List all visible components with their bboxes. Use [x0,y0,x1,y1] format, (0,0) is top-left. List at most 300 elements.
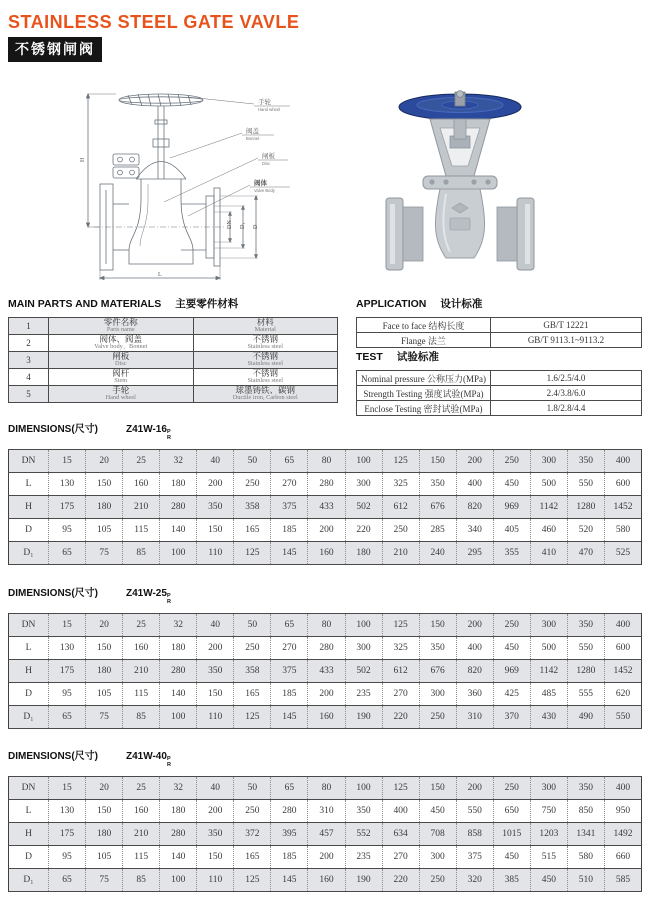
table-cell: 372 [234,822,271,845]
drawing-dimension-letters [80,157,259,278]
table-cell: 285 [419,518,456,541]
table-cell: 270 [271,636,308,659]
table-cell: 600 [604,472,641,495]
table-cell: 485 [530,682,567,705]
table-cell: 250 [419,868,456,891]
table-cell: 160 [308,868,345,891]
table-cell: 95 [49,682,86,705]
table-cell: 220 [345,518,382,541]
table-row [9,776,642,799]
table-cell: 150 [419,776,456,799]
table-cell: 95 [49,845,86,868]
table-cell: 325 [382,472,419,495]
table-cell: 零件名称 Parts name [49,318,194,335]
table-cell: 145 [271,705,308,728]
table-cell: 350 [345,799,382,822]
table-cell: 425 [493,682,530,705]
table-cell: 210 [382,541,419,564]
table-cell: 350 [567,613,604,636]
table-cell: 350 [197,822,234,845]
table-cell: 65 [49,541,86,564]
table-cell: 410 [530,541,567,564]
table-row [357,333,642,348]
table-cell: 300 [419,682,456,705]
table-cell: 180 [160,799,197,822]
table-cell: 不锈钢 Stainless steel [193,335,338,352]
table-cell: 250 [234,636,271,659]
table-cell: 20 [86,776,123,799]
table-cell: 450 [493,636,530,659]
table-cell: 220 [382,705,419,728]
table-cell: 115 [123,682,160,705]
table-cell: 160 [308,541,345,564]
table-cell: 310 [308,799,345,822]
table-row [357,371,642,386]
table-row [9,369,338,386]
table-cell: 210 [123,495,160,518]
table-cell: H [9,659,49,682]
table-cell: 235 [345,845,382,868]
table-cell: 1142 [530,659,567,682]
table-cell: 520 [567,518,604,541]
table-cell: 185 [271,518,308,541]
table-cell: H [9,495,49,518]
table-row [9,799,642,822]
table-cell: 150 [86,472,123,495]
drawing-part-labels [246,97,280,193]
table-cell: 1015 [493,822,530,845]
table-cell: 858 [456,822,493,845]
table-cell: 433 [308,659,345,682]
table-row [9,636,642,659]
table-cell: 550 [567,472,604,495]
table-cell: 358 [234,495,271,518]
table-cell: 385 [493,868,530,891]
table-cell: 145 [271,868,308,891]
dimensions-table-z41w25 [8,613,642,729]
test-table [356,370,642,416]
table-cell: 580 [604,518,641,541]
table-cell: D₁ [9,868,49,891]
table-cell: Face to face 结构长度 [357,318,491,333]
table-cell: 80 [308,776,345,799]
table-cell: 612 [382,659,419,682]
table-cell: 80 [308,449,345,472]
table-cell: 95 [49,518,86,541]
dimensions-table-z41w40 [8,776,642,892]
table-cell: 1280 [567,495,604,518]
table-cell: 185 [271,682,308,705]
table-cell: DN [9,449,49,472]
table-cell: 150 [419,449,456,472]
dimensions-section-z41w25 [8,584,642,729]
table-cell: 180 [86,495,123,518]
application-heading: APPLICATION 设计标准 [356,298,483,310]
table-cell: 350 [419,472,456,495]
label-hand-wheel: 手轮 [258,99,271,106]
svg-text:Hand wheel: Hand wheel [258,107,281,112]
table-cell: 660 [604,845,641,868]
dimensions-heading: DIMENSIONS(尺寸) Z41W-16 P R [8,424,171,441]
table-row [357,386,642,401]
table-cell: 350 [567,776,604,799]
table-cell: 300 [419,845,456,868]
page-title: STAINLESS STEEL GATE VAVLE [8,12,300,32]
table-cell: 450 [493,472,530,495]
table-cell: 150 [197,682,234,705]
table-cell: 850 [567,799,604,822]
table-cell: 552 [345,822,382,845]
table-cell: 405 [493,518,530,541]
table-cell: 100 [345,776,382,799]
dim-d: D [253,224,259,229]
table-row [9,335,338,352]
table-cell: 15 [49,776,86,799]
table-cell: Strength Testing 强度试验(MPa) [357,386,491,401]
table-cell: 20 [86,613,123,636]
table-cell: 160 [308,705,345,728]
valve-photo [366,86,558,274]
table-cell: 40 [197,776,234,799]
table-cell: 634 [382,822,419,845]
table-cell: 110 [197,541,234,564]
table-cell: 676 [419,659,456,682]
table-cell: 250 [493,449,530,472]
table-cell: 1.6/2.5/4.0 [490,371,641,386]
table-cell: 1203 [530,822,567,845]
table-cell: 75 [86,868,123,891]
table-cell: 130 [49,472,86,495]
table-cell: 375 [271,659,308,682]
table-cell: 190 [345,705,382,728]
table-cell: 350 [567,449,604,472]
table-cell: 235 [345,682,382,705]
table-cell: 110 [197,868,234,891]
table-cell: 不锈钢 Stainless steel [193,369,338,386]
table-cell: 175 [49,822,86,845]
table-row [9,495,642,518]
table-cell: D [9,682,49,705]
table-cell: 1 [9,318,49,335]
svg-text:Bonnet: Bonnet [246,136,260,141]
table-cell: 50 [234,449,271,472]
table-cell: 32 [160,613,197,636]
table-cell: 457 [308,822,345,845]
table-cell: 375 [456,845,493,868]
table-cell: Nominal pressure 公称压力(MPa) [357,371,491,386]
table-cell: 200 [197,636,234,659]
table-cell: 180 [86,659,123,682]
dimensions-heading: DIMENSIONS(尺寸) Z41W-40 P R [8,751,171,768]
table-cell: 130 [49,636,86,659]
valve-technical-drawing [58,84,326,289]
table-cell: 502 [345,495,382,518]
table-cell: 165 [234,682,271,705]
table-cell: 85 [123,868,160,891]
label-disc: 闸板 [262,153,275,160]
table-row [357,318,642,333]
table-cell: 65 [271,776,308,799]
table-cell: 750 [530,799,567,822]
table-cell: 1142 [530,495,567,518]
table-cell: 250 [493,613,530,636]
table-cell: 165 [234,518,271,541]
parts-heading: MAIN PARTS AND MATERIALS 主要零件材料 [8,298,239,310]
table-cell: 125 [234,868,271,891]
table-cell: 200 [308,845,345,868]
table-cell: 280 [160,659,197,682]
table-cell: 400 [604,776,641,799]
table-cell: 969 [493,659,530,682]
table-cell: 969 [493,495,530,518]
table-cell: 115 [123,518,160,541]
table-cell: 50 [234,776,271,799]
table-cell: 1341 [567,822,604,845]
table-cell: 3 [9,352,49,369]
table-row [9,705,642,728]
table-cell: Flange 法兰 [357,333,491,348]
table-cell: 115 [123,845,160,868]
table-cell: 600 [604,636,641,659]
table-cell: 510 [567,868,604,891]
table-cell: 140 [160,845,197,868]
table-cell: 355 [493,541,530,564]
table-cell: 190 [345,868,382,891]
svg-text:Disc: Disc [262,161,271,166]
table-cell: 65 [49,868,86,891]
table-cell: GB/T 9113.1~9113.2 [490,333,641,348]
table-row [9,386,338,403]
table-cell: 75 [86,541,123,564]
table-cell: 470 [567,541,604,564]
table-cell: 125 [234,705,271,728]
table-cell: 200 [197,799,234,822]
table-cell: 1280 [567,659,604,682]
table-cell: 433 [308,495,345,518]
table-cell: 250 [493,776,530,799]
pressure-rating-suffix: P R [166,429,171,441]
table-cell: 450 [493,845,530,868]
table-cell: 100 [160,541,197,564]
table-cell: 25 [123,449,160,472]
table-cell: 180 [160,636,197,659]
table-cell: 550 [567,636,604,659]
table-cell: 200 [197,472,234,495]
table-cell: L [9,472,49,495]
table-cell: 502 [345,659,382,682]
table-cell: 145 [271,541,308,564]
table-cell: 400 [604,613,641,636]
table-cell: 15 [49,449,86,472]
dim-dn: DN [227,220,233,229]
table-cell: 材料 Material [193,318,338,335]
table-cell: 400 [456,636,493,659]
table-cell: 340 [456,518,493,541]
dimensions-section-z41w16 [8,420,642,565]
table-cell: 50 [234,613,271,636]
table-cell: 150 [86,799,123,822]
table-cell: 180 [86,822,123,845]
table-cell: D [9,845,49,868]
table-row [9,868,642,891]
application-table [356,317,642,348]
table-cell: 280 [308,472,345,495]
table-cell: 不锈钢 Stainless steel [193,352,338,369]
table-row [9,518,642,541]
table-cell: 2 [9,335,49,352]
table-cell: 555 [567,682,604,705]
table-cell: 150 [197,845,234,868]
dimensions-table-z41w16 [8,449,642,565]
table-row [9,541,642,564]
table-cell: 400 [456,472,493,495]
table-cell: D [9,518,49,541]
table-cell: 280 [160,822,197,845]
table-cell: 105 [86,845,123,868]
table-cell: 150 [86,636,123,659]
table-cell: 160 [123,799,160,822]
table-cell: 500 [530,636,567,659]
table-cell: 32 [160,449,197,472]
table-cell: 65 [271,613,308,636]
table-cell: 270 [382,682,419,705]
table-cell: 360 [456,682,493,705]
table-cell: 25 [123,613,160,636]
table-cell: 4 [9,369,49,386]
table-cell: 250 [234,799,271,822]
table-cell: 200 [456,449,493,472]
parts-table [8,317,338,403]
table-cell: 100 [345,613,382,636]
table-cell: 300 [530,613,567,636]
table-cell: 125 [382,776,419,799]
table-cell: 300 [345,472,382,495]
dim-d1: D₁ [240,222,246,229]
table-cell: 150 [419,613,456,636]
table-cell: 80 [308,613,345,636]
table-cell: 270 [382,845,419,868]
table-cell: 1.8/2.8/4.4 [490,401,641,416]
table-cell: 708 [419,822,456,845]
table-cell: 160 [123,636,160,659]
dim-l: L [158,272,162,278]
table-cell: L [9,799,49,822]
table-cell: 5 [9,386,49,403]
table-cell: 75 [86,705,123,728]
table-cell: 15 [49,613,86,636]
table-cell: 820 [456,495,493,518]
table-cell: 370 [493,705,530,728]
table-cell: 250 [382,518,419,541]
table-cell: 85 [123,541,160,564]
table-row [9,682,642,705]
table-cell: 490 [567,705,604,728]
table-row [9,352,338,369]
table-cell: 200 [308,682,345,705]
table-cell: 820 [456,659,493,682]
table-cell: 280 [308,636,345,659]
table-cell: D₁ [9,541,49,564]
table-cell: 280 [271,799,308,822]
table-cell: 100 [160,868,197,891]
table-cell: 240 [419,541,456,564]
table-cell: 280 [160,495,197,518]
table-cell: 295 [456,541,493,564]
table-cell: 130 [49,799,86,822]
table-row [9,318,338,335]
dimensions-section-z41w40 [8,747,642,892]
test-section [356,349,642,416]
table-cell: 185 [271,845,308,868]
gate-valve-illustration [386,91,534,270]
table-cell: 40 [197,449,234,472]
table-cell: D₁ [9,705,49,728]
table-cell: 395 [271,822,308,845]
table-cell: 20 [86,449,123,472]
table-cell: 300 [530,449,567,472]
table-cell: 阀杆 Stem [49,369,194,386]
table-cell: 2.4/3.8/6.0 [490,386,641,401]
test-heading: TEST 试验标准 [356,351,439,363]
table-cell: 125 [382,449,419,472]
page-title-chinese: 不锈钢闸阀 [8,37,102,62]
table-cell: 250 [419,705,456,728]
table-cell: 105 [86,518,123,541]
label-bonnet: 阀盖 [246,128,259,135]
table-cell: 140 [160,518,197,541]
table-cell: DN [9,776,49,799]
table-cell: 180 [160,472,197,495]
table-cell: 160 [123,472,160,495]
table-cell: 65 [271,449,308,472]
table-cell: 620 [604,682,641,705]
table-cell: 32 [160,776,197,799]
table-cell: 球墨铸铁、碳钢 Ductile iron, Carbon steel [193,386,338,403]
table-cell: 270 [271,472,308,495]
table-row [9,659,642,682]
table-row [9,822,642,845]
table-cell: 350 [197,495,234,518]
table-cell: 430 [530,705,567,728]
table-cell: 350 [419,636,456,659]
table-cell: 65 [49,705,86,728]
table-cell: 310 [456,705,493,728]
table-row [9,845,642,868]
table-cell: 515 [530,845,567,868]
table-row [9,472,642,495]
table-cell: 585 [604,868,641,891]
table-cell: 200 [308,518,345,541]
table-cell: 650 [493,799,530,822]
table-cell: 580 [567,845,604,868]
table-cell: 125 [234,541,271,564]
table-cell: 140 [160,682,197,705]
table-cell: 100 [160,705,197,728]
table-cell: 100 [345,449,382,472]
table-cell: 105 [86,682,123,705]
table-cell: 175 [49,659,86,682]
table-cell: 300 [345,636,382,659]
table-cell: 320 [456,868,493,891]
table-cell: 210 [123,659,160,682]
table-cell: 125 [382,613,419,636]
table-cell: 350 [197,659,234,682]
table-cell: 1452 [604,659,641,682]
table-cell: 165 [234,845,271,868]
table-cell: 450 [419,799,456,822]
table-cell: 300 [530,776,567,799]
table-cell: 150 [197,518,234,541]
